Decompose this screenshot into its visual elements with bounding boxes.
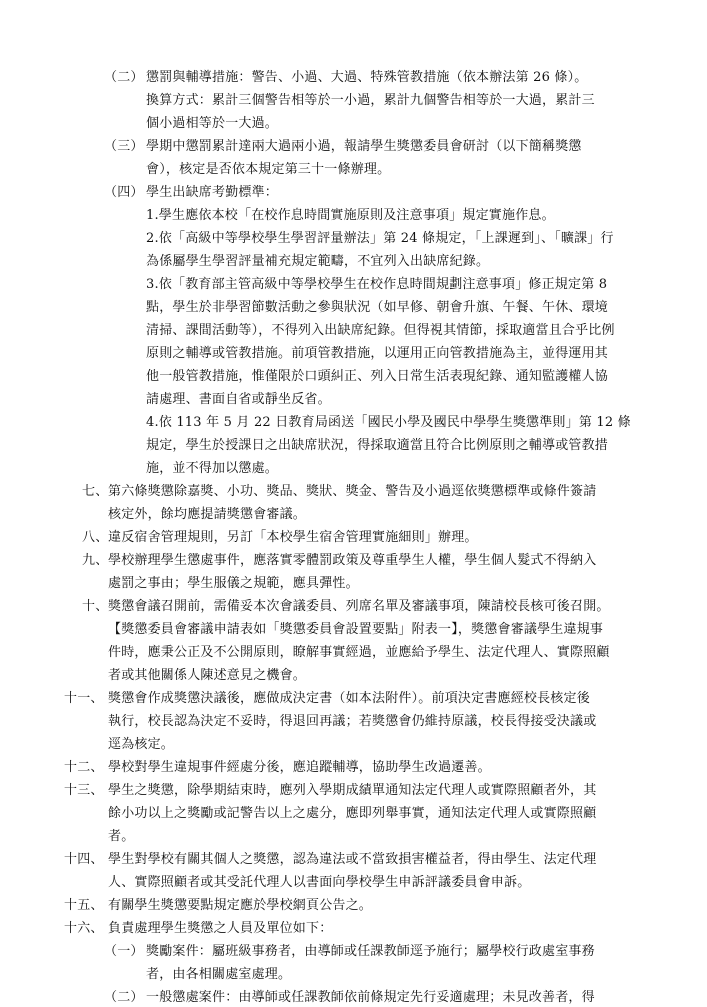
- line-15-text: 請處理、書面自省或靜坐反省。: [146, 392, 331, 407]
- line-22-label: 九、: [82, 553, 109, 568]
- line-37: [64, 897, 373, 915]
- line-16-text: 4.依 113 年 5 月 22 日教育局函送「國民小學及國民中學學生獎懲準則」第 12 條: [146, 415, 631, 430]
- line-19: [82, 483, 597, 501]
- line-32-label: 十三、: [64, 783, 104, 798]
- line-22-text: 學校辦理學生懲處事件，應落實零體罰政策及尊重學生人權，學生個人髮式不得納入: [108, 553, 597, 568]
- line-36-text: 人、實際照顧者或其受託代理人以書面向學校學生申訴評議委員會申訴。: [108, 875, 531, 890]
- line-14-text: 他一般管教措施，惟僅限於口頭糾正、列入日常生活表現紀錄、通知監護權人協: [146, 369, 609, 384]
- line-38-label: 十六、: [64, 921, 104, 936]
- line-4: [104, 138, 582, 156]
- line-35-text: 學生對學校有關其個人之獎懲，認為違法或不當致損害權益者，得由學生、法定代理: [108, 852, 597, 867]
- line-2: [146, 92, 595, 110]
- line-28: [64, 690, 590, 708]
- line-24-text: 獎懲會議召開前，需備妥本次會議委員、列席名單及審議事項，陳請校長核可後召開。: [108, 599, 610, 614]
- line-37-text: 有關學生獎懲要點規定應於學校網頁公告之。: [108, 898, 373, 913]
- line-15: [146, 391, 331, 409]
- line-3: [146, 115, 278, 133]
- line-30-text: 逕為核定。: [108, 737, 175, 752]
- line-22: [82, 552, 597, 570]
- line-18-text: 施，並不得加以懲處。: [146, 461, 279, 476]
- line-6-text: 學生出缺席考勤標準：: [146, 185, 279, 200]
- line-2-text: 換算方式：累計三個警告相等於一小過，累計九個警告相等於一大過，累計三: [146, 93, 595, 108]
- line-10-text: 3.依「教育部主管高級中等學校學生在校作息時間規劃注意事項」修正規定第 8: [146, 277, 608, 292]
- line-26-text: 件時，應秉公正及不公開原則，瞭解事實經過，並應給予學生、法定代理人、實際照顧: [108, 645, 610, 660]
- line-29: [108, 713, 596, 731]
- line-24: [82, 598, 610, 616]
- line-9: [146, 253, 489, 271]
- line-5-text: 會），核定是否依本規定第三十一條辦理。: [146, 162, 391, 177]
- line-30: [108, 736, 174, 754]
- line-19-label: 七、: [82, 484, 109, 499]
- line-7: [146, 207, 555, 225]
- line-28-text: 獎懲會作成獎懲決議後，應做成決定書（如本法附件）。前項決定書應經校長核定後: [108, 691, 590, 706]
- line-10: [146, 276, 607, 294]
- line-11: [146, 299, 608, 317]
- line-34: [108, 828, 134, 846]
- line-35-label: 十四、: [64, 852, 104, 867]
- line-38: [64, 920, 333, 938]
- line-21-text: 違反宿舍管理規則，另訂「本校學生宿舍管理實施細則」辦理。: [108, 530, 478, 545]
- line-39-label: （一）: [104, 944, 144, 959]
- line-7-text: 1.學生應依本校「在校作息時間實施原則及注意事項」規定實施作息。: [146, 208, 555, 223]
- line-40: [146, 966, 291, 984]
- line-4-label: （三）: [104, 139, 144, 154]
- line-17: [146, 437, 608, 455]
- line-3-text: 個小過相等於一大過。: [146, 116, 279, 131]
- line-39: [104, 943, 595, 961]
- line-31-text: 學校對學生違規事件經處分後，應追蹤輔導，協助學生改過遷善。: [108, 760, 491, 775]
- line-33: [108, 805, 596, 823]
- line-40-text: 者，由各相關處室處理。: [146, 967, 292, 982]
- line-31-label: 十二、: [64, 760, 104, 775]
- line-12-text: 清掃、課間活動等），不得列入出缺席紀錄。但得視其情節，採取適當且合乎比例: [146, 323, 615, 338]
- line-38-text: 負責處理學生獎懲之人員及單位如下：: [108, 921, 333, 936]
- line-19-text: 第六條獎懲除嘉獎、小功、獎品、獎狀、獎金、警告及小過逕依獎懲標準或條件簽請: [108, 484, 597, 499]
- line-1-label: （二）: [104, 70, 144, 85]
- line-23-text: 處罰之事由；學生服儀之規範，應具彈性。: [108, 576, 359, 591]
- line-20-text: 核定外，餘均應提請獎懲會審議。: [108, 507, 307, 522]
- line-21-label: 八、: [82, 530, 109, 545]
- line-16: [146, 414, 631, 432]
- line-25: [108, 621, 603, 639]
- line-41-text: 一般懲處案件：由導師或任課教師依前條規定先行妥適處理；未見改善者，得: [146, 990, 595, 1005]
- line-13-text: 原則之輔導或管教措施。前項管教措施，以運用正向管教措施為主，並得運用其: [146, 346, 609, 361]
- line-27-text: 者或其他關係人陳述意見之機會。: [108, 668, 307, 683]
- line-32: [64, 782, 597, 800]
- line-35: [64, 851, 597, 869]
- line-31: [64, 759, 491, 777]
- line-8: [146, 230, 614, 248]
- line-11-text: 點，學生於非學習節數活動之參與狀況（如早修、朝會升旗、午餐、午休、環境: [146, 300, 609, 315]
- line-6-label: （四）: [104, 185, 144, 200]
- line-28-label: 十一、: [64, 691, 104, 706]
- line-29-text: 執行，校長認為決定不妥時，得退回再議；若獎懲會仍維持原議，校長得接受決議或: [108, 714, 597, 729]
- line-20: [108, 506, 306, 524]
- line-4-text: 學期中懲罰累計達兩大過兩小過，報請學生獎懲委員會研討（以下簡稱獎懲: [146, 139, 582, 154]
- line-27: [108, 667, 306, 685]
- line-36: [108, 874, 530, 892]
- line-9-text: 為係屬學生學習評量補充規定範疇，不宜列入出缺席紀錄。: [146, 254, 490, 269]
- line-33-text: 餘小功以上之獎勵或記警告以上之處分，應即列舉事實，通知法定代理人或實際照顧: [108, 806, 597, 821]
- line-41: [104, 989, 595, 1007]
- line-37-label: 十五、: [64, 898, 104, 913]
- line-25-text: 【獎懲委員會審議申請表如「獎懲委員會設置要點」附表一】，獎懲會審議學生違規事: [108, 622, 604, 637]
- line-6: [104, 184, 279, 202]
- line-1: [104, 69, 588, 87]
- line-13: [146, 345, 608, 363]
- line-5: [146, 161, 390, 179]
- line-32-text: 學生之獎懲，除學期結束時，應列入學期成績單通知法定代理人或實際照顧者外，其: [108, 783, 597, 798]
- line-34-text: 者。: [108, 829, 135, 844]
- line-26: [108, 644, 610, 662]
- line-23: [108, 575, 359, 593]
- line-14: [146, 368, 608, 386]
- line-8-text: 2.依「高級中等學校學生學習評量辦法」第 24 條規定，「上課遲到」、「曠課」行: [146, 231, 614, 246]
- line-39-text: 獎勵案件：屬班級事務者，由導師或任課教師逕予施行；屬學校行政處室事務: [146, 944, 595, 959]
- line-41-label: （二）: [104, 990, 144, 1005]
- line-18: [146, 460, 278, 478]
- line-1-text: 懲罰與輔導措施：警告、小過、大過、特殊管教措施（依本辦法第 26 條）。: [146, 70, 588, 85]
- line-17-text: 規定，學生於授課日之出缺席狀況，得採取適當且符合比例原則之輔導或管教措: [146, 438, 609, 453]
- line-24-label: 十、: [82, 599, 109, 614]
- line-21: [82, 529, 478, 547]
- line-12: [146, 322, 615, 340]
